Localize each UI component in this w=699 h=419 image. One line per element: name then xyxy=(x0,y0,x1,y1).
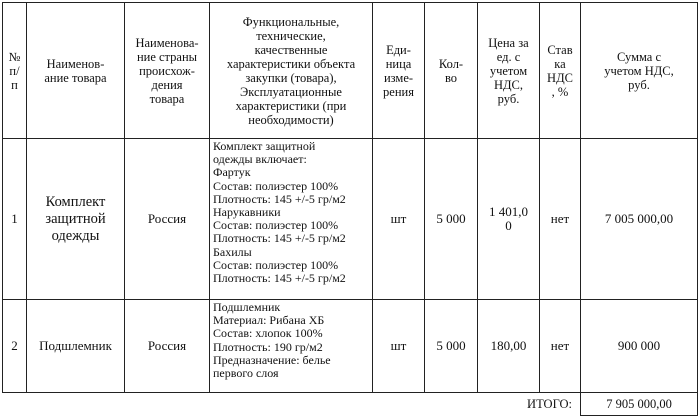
spec-line: Нарукавники xyxy=(213,205,281,220)
spec-line: Состав: полиэстер 100% xyxy=(213,218,339,233)
header-name: Наименов- ание товара xyxy=(27,3,125,139)
header-unit: Еди- ница изме- рения xyxy=(373,3,425,139)
row-price: 1 401,0 0 xyxy=(478,139,540,300)
spec-line: Бахилы xyxy=(213,244,252,259)
row-sum: 900 000 xyxy=(581,300,698,393)
spec-line: Комплект защитной xyxy=(213,139,316,153)
row-country: Россия xyxy=(125,300,210,393)
header-qty: Кол- во xyxy=(425,3,478,139)
row-price: 180,00 xyxy=(478,300,540,393)
row-unit: шт xyxy=(373,300,425,393)
row-qty: 5 000 xyxy=(425,300,478,393)
spec-line: первого слоя xyxy=(213,366,279,381)
spec-line: Плотность: 145 +/-5 гр/м2 xyxy=(213,191,346,206)
total-row xyxy=(3,393,698,416)
header-row xyxy=(3,3,698,139)
spec-line: Фартук xyxy=(213,165,251,180)
row-num: 1 xyxy=(3,139,27,300)
row-unit: шт xyxy=(373,139,425,300)
header-vat-rate: Став ка НДС , % xyxy=(540,3,581,139)
spec-line: одежды включает: xyxy=(213,152,307,167)
row-sum: 7 005 000,00 xyxy=(581,139,698,300)
spec-line: Подшлемник xyxy=(213,300,281,314)
spec-line: Плотность: 145 +/-5 гр/м2 xyxy=(213,271,346,286)
spec-line: Состав: хлопок 100% xyxy=(213,326,323,341)
row-country: Россия xyxy=(125,139,210,300)
table-row xyxy=(3,300,698,393)
table-row xyxy=(3,139,698,300)
header-characteristics: Функциональные, технические, качественные характеристики объекта закупки (товара), Эксплуатационные характеристики (при необходимости) xyxy=(210,3,373,139)
row-name: Подшлемник xyxy=(27,300,125,393)
header-price: Цена за ед. с учетом НДС, руб. xyxy=(478,3,540,139)
row-spec xyxy=(210,139,373,300)
total-label: ИТОГО: xyxy=(3,393,581,416)
header-country: Наименова- ние страны происхож- дения товара xyxy=(125,3,210,139)
row-vat-rate: нет xyxy=(540,139,581,300)
spec-line: Состав: полиэстер 100% xyxy=(213,257,339,272)
header-num: № п/ п xyxy=(3,3,27,139)
row-vat-rate: нет xyxy=(540,300,581,393)
row-spec xyxy=(210,300,373,393)
spec-line: Состав: полиэстер 100% xyxy=(213,178,339,193)
goods-table xyxy=(2,2,698,416)
header-sum: Сумма с учетом НДС, руб. xyxy=(581,3,698,139)
row-qty: 5 000 xyxy=(425,139,478,300)
spec-line: Плотность: 190 гр/м2 xyxy=(213,339,323,354)
row-name: Комплект защитной одежды xyxy=(27,139,125,300)
spec-line: Предназначение: белье xyxy=(213,352,331,367)
total-value: 7 905 000,00 xyxy=(581,393,698,416)
row-num: 2 xyxy=(3,300,27,393)
spec-line: Плотность: 145 +/-5 гр/м2 xyxy=(213,231,346,246)
spec-line: Материал: Рибана ХБ xyxy=(213,313,325,328)
